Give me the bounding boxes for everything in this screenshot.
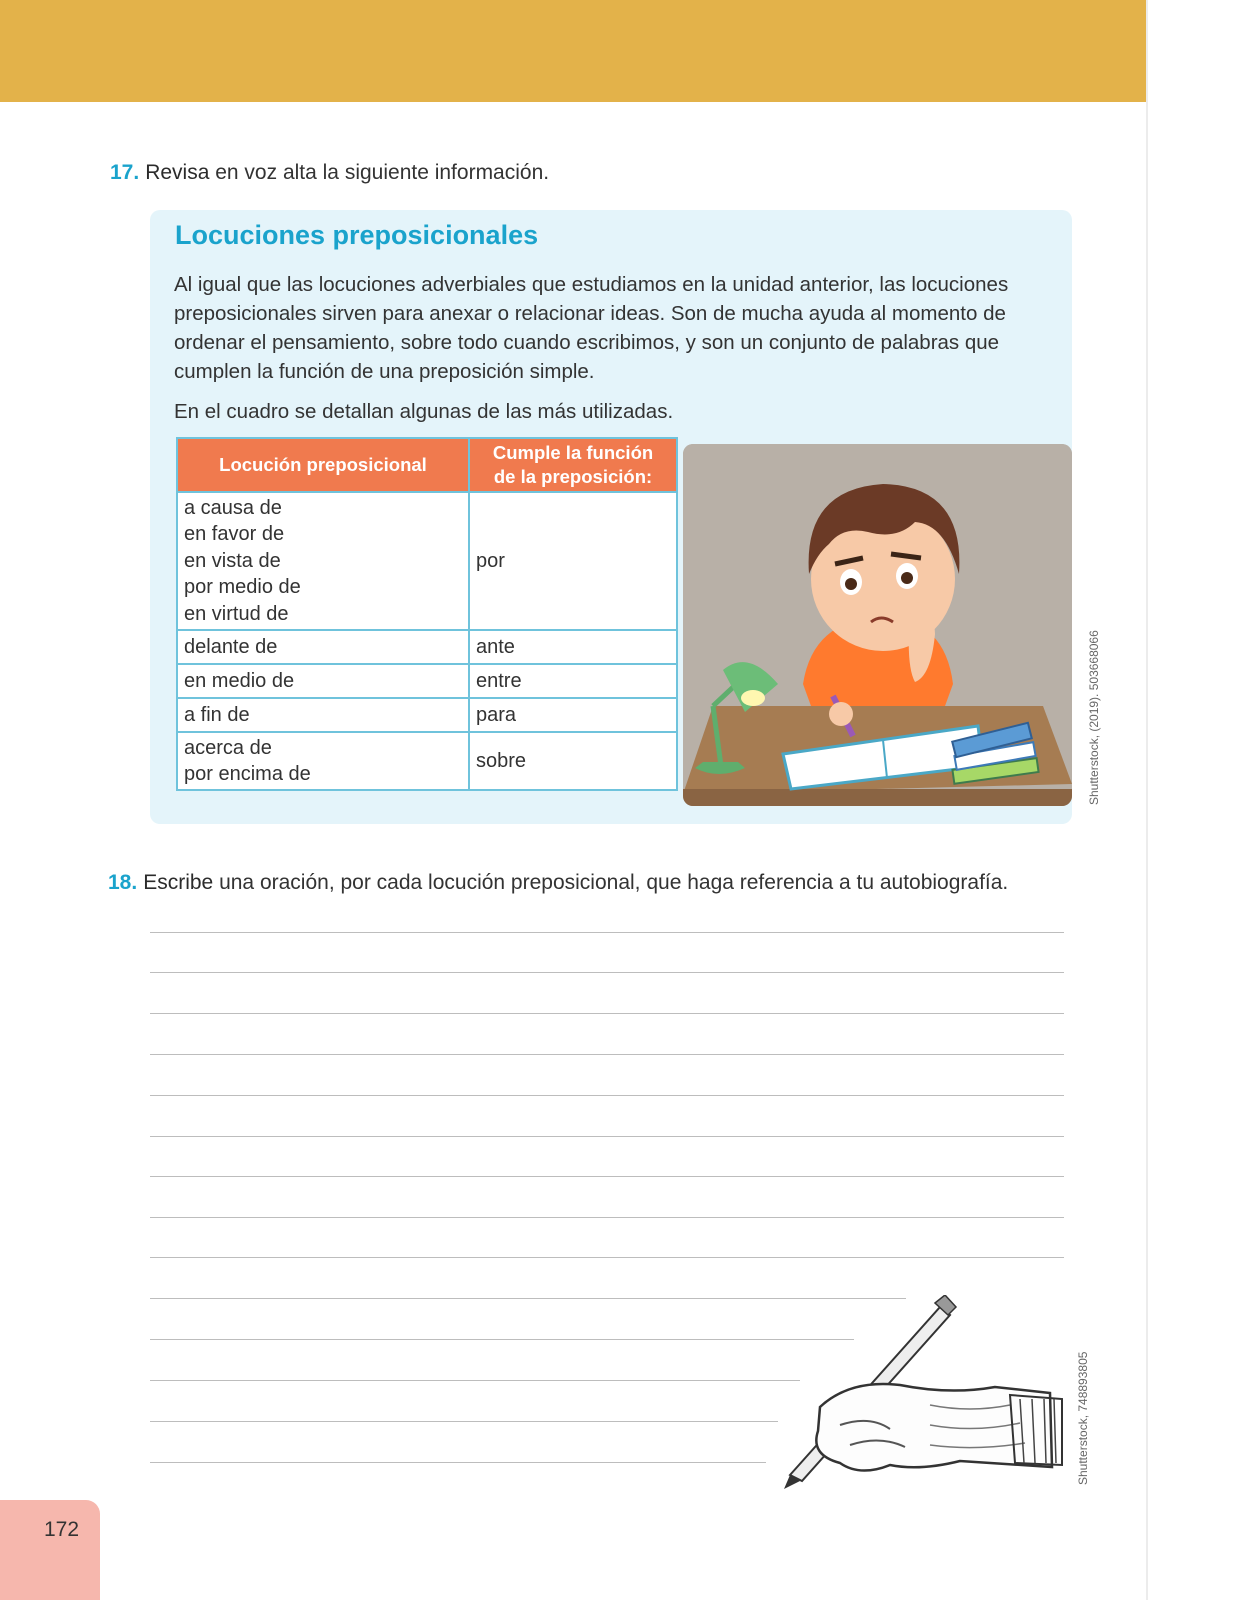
image-credit-2: Shutterstock, 748893805 <box>1076 1351 1090 1485</box>
table-cell-preposicion: ante <box>469 630 677 664</box>
writing-line[interactable] <box>150 1257 1064 1258</box>
writing-line[interactable] <box>150 972 1064 973</box>
table-cell-locuciones <box>177 732 469 790</box>
table-row <box>177 492 677 630</box>
table-cell-preposicion: entre <box>469 664 677 698</box>
writing-line[interactable] <box>150 932 1064 933</box>
locucion-item: por encima de <box>184 763 311 785</box>
table-header-funcion <box>469 438 677 492</box>
top-color-band <box>0 0 1146 102</box>
writing-line[interactable] <box>150 1421 778 1422</box>
table-cell-locuciones: delante de <box>177 630 469 664</box>
locuciones-table <box>176 437 678 791</box>
table-cell-locuciones <box>177 492 469 630</box>
table-row <box>177 630 677 664</box>
exercise-17-instruction <box>110 161 549 185</box>
locucion-item: en virtud de <box>184 602 289 625</box>
table-cell-preposicion: sobre <box>469 732 677 790</box>
table-row <box>177 664 677 698</box>
writing-line[interactable] <box>150 1136 1064 1137</box>
writing-line[interactable] <box>150 1462 766 1463</box>
table-cell-locuciones: en medio de <box>177 664 469 698</box>
writing-line[interactable] <box>150 1095 1064 1096</box>
exercise-18-text: una oración, por cada locución preposicional, que haga referencia a tu autobiografía. <box>213 871 1009 894</box>
writing-line[interactable] <box>150 1380 800 1381</box>
hand-writing-illustration <box>780 1295 1065 1490</box>
table-header-funcion-line2: de la preposición: <box>493 466 653 487</box>
page-number-tab <box>0 1500 100 1600</box>
table-row <box>177 698 677 732</box>
info-box-paragraph: Al igual que las locuciones adverbiales que estudiamos en la unidad anterior, las locuciones preposicionales sirven para anexar o relacionar ideas. Son de mucha ayuda al momento de ordenar el pensamiento, sobre todo cuando escribimos, y son un conjunto de palabras que cumplen la función de una preposición simple. <box>174 273 1009 383</box>
info-box-title: Locuciones preposicionales <box>175 220 539 250</box>
table-header-locucion: Locución preposicional <box>177 438 469 492</box>
image-credit-1: Shutterstock, (2019). 503668066 <box>1087 630 1101 805</box>
exercise-17-text: en voz alta la siguiente información. <box>209 161 550 184</box>
exercise-17-number: 17. <box>110 161 140 184</box>
writing-line[interactable] <box>150 1013 1064 1014</box>
table-header-funcion-line1: Cumple la función <box>492 442 654 463</box>
hand-with-pencil-drawing <box>780 1295 1065 1490</box>
exercise-18-number: 18. <box>108 871 138 894</box>
info-box-paragraph-2: En el cuadro se detallan algunas de las más utilizadas. <box>174 400 674 423</box>
exercise-18-instruction <box>108 871 1008 895</box>
page-number: 172 <box>44 1518 80 1541</box>
boy-studying-illustration <box>683 444 1072 806</box>
table-cell-locuciones: a fin de <box>177 698 469 732</box>
exercise-17-verb: Revisa <box>145 161 210 184</box>
locucion-item: en favor de <box>184 523 285 546</box>
writing-line[interactable] <box>150 1217 1064 1218</box>
locucion-item: en vista de <box>184 549 281 572</box>
writing-line[interactable] <box>150 1339 854 1340</box>
boy-studying-drawing <box>683 444 1072 806</box>
page-right-edge <box>1146 0 1148 1600</box>
writing-line[interactable] <box>150 1054 1064 1055</box>
table-cell-preposicion: para <box>469 698 677 732</box>
table-cell-preposicion: por <box>469 492 677 630</box>
locucion-item: a causa de <box>184 496 282 519</box>
locucion-item: por medio de <box>184 576 301 599</box>
exercise-18-verb: Escribe <box>143 871 214 894</box>
table-row <box>177 732 677 790</box>
locucion-item: acerca de <box>184 736 272 759</box>
writing-line[interactable] <box>150 1176 1064 1177</box>
